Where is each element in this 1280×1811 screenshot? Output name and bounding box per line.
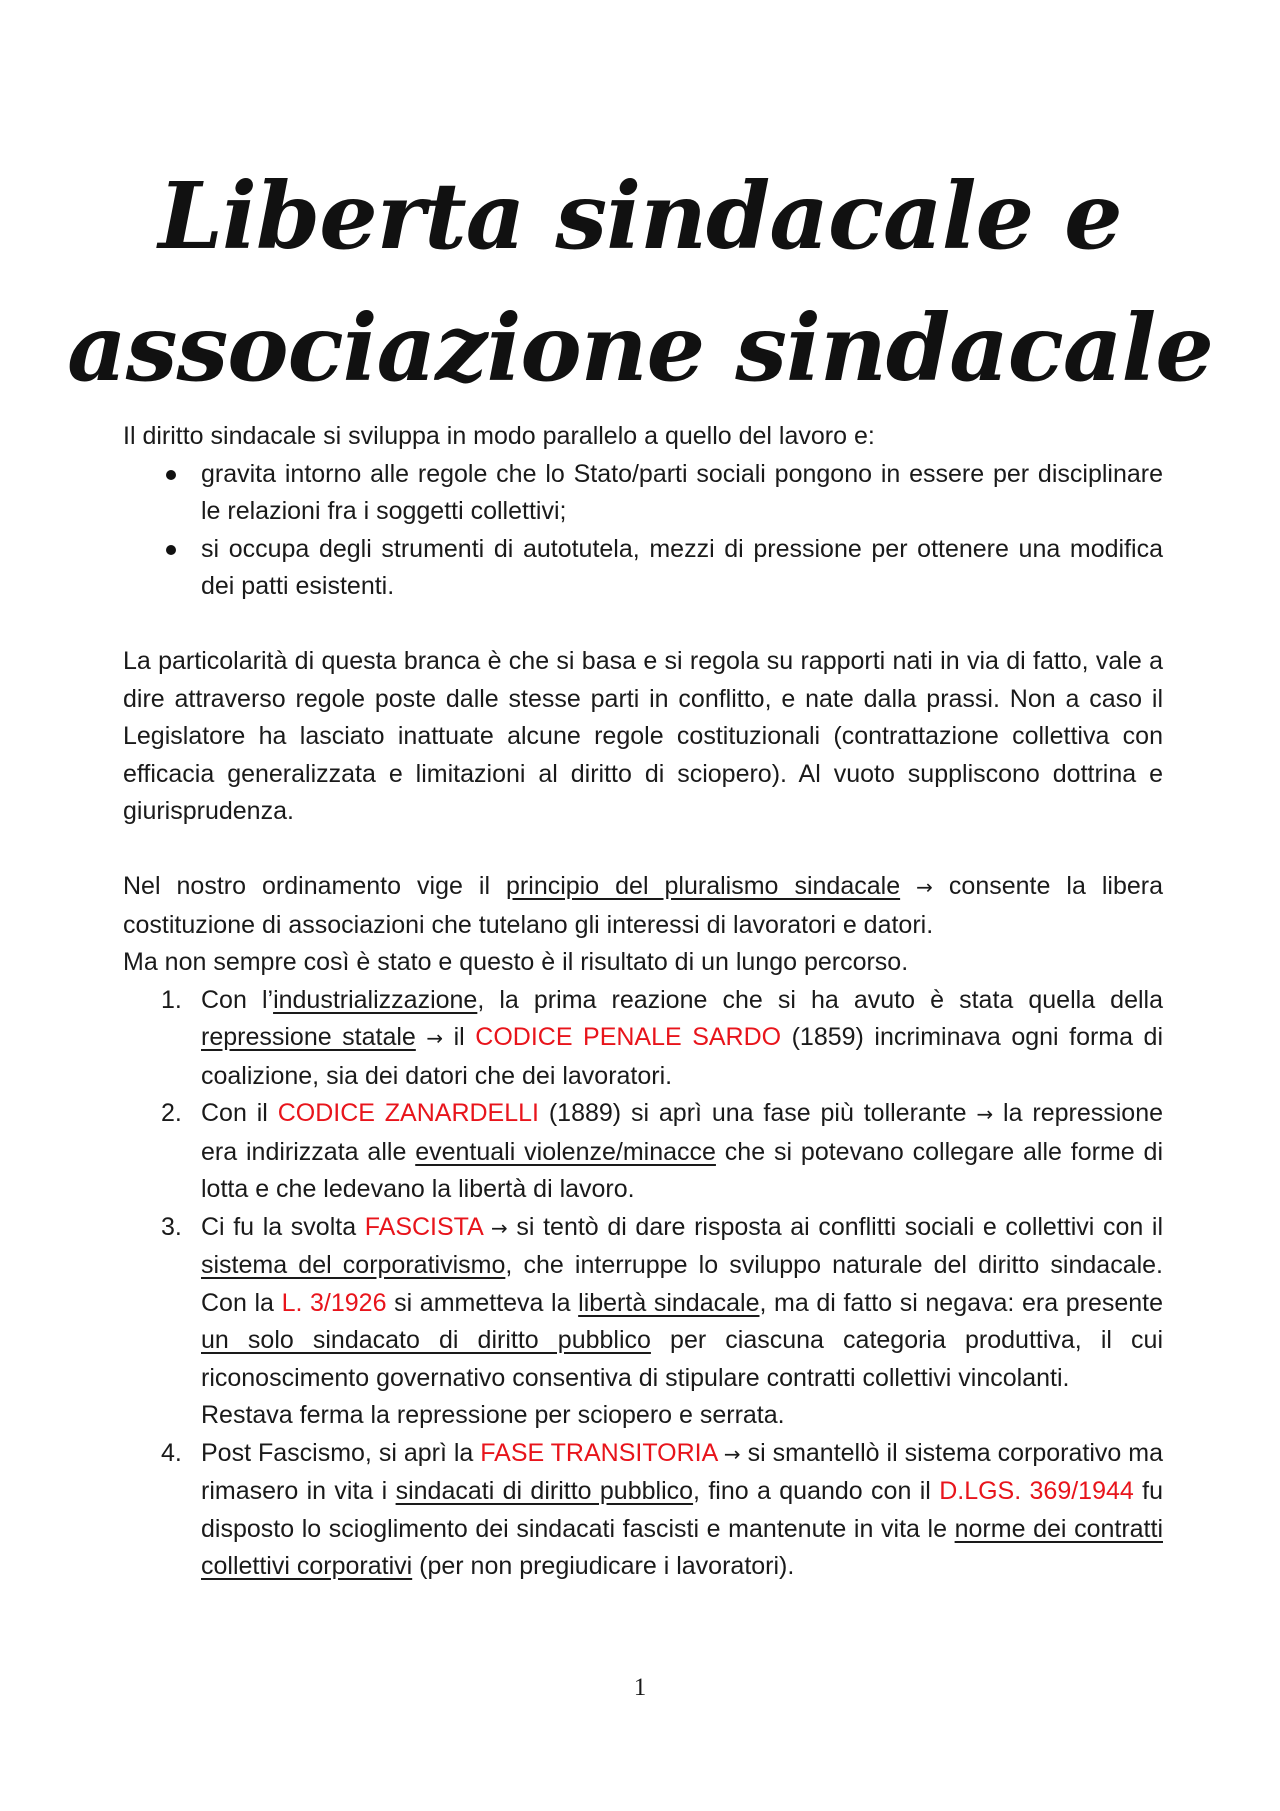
arrow-icon: → [916,875,933,899]
title-line-1: Liberta sindacale e [158,162,1122,270]
underlined-term: sistema del corporativismo [201,1251,506,1279]
highlighted-term: L. 3/1926 [281,1288,387,1317]
item-number: 3. [161,1212,182,1241]
text-span: Nel nostro ordinamento vige il [123,872,507,900]
underlined-term: eventuali violenze/minacce [415,1137,716,1166]
history-list [123,982,1163,1586]
highlighted-term: FASE TRANSITORIA [480,1438,717,1467]
document-body [123,418,1163,1586]
text-span: , che interruppe lo sviluppo naturale del diritto sindacale. Con la [201,1251,1163,1317]
underlined-term: norme dei contratti collettivi corporativi [201,1514,1163,1580]
text-span: Post Fascismo, si aprì la [201,1438,481,1467]
arrow-icon: → [491,1215,508,1240]
text-span: Ci fu la svolta [201,1212,365,1241]
spacer [123,606,1163,644]
page-title [0,150,1280,414]
underlined-term: industrializzazione [273,985,478,1014]
arrow-icon: → [723,1441,741,1466]
text-span: che si potevano collegare alle forme di lotta e che ledevano la libertà di lavoro. [201,1137,1164,1203]
text-span: la repressione era indirizzata alle [201,1099,1164,1166]
text-span: si smantellò il sistema corporativo ma rimasero in vita i [201,1438,1163,1505]
spacer [123,831,1163,869]
history-item-3 [123,1209,1163,1435]
history-item-4 [123,1435,1163,1586]
text-span: per ciascuna categoria produttiva, il cui riconoscimento governativo consentiva di stipulare contratti collettivi vincolanti. [201,1326,1164,1392]
text-span: il [443,1023,476,1051]
pluralism-principle: principio del pluralismo sindacale [506,872,901,900]
history-intro: Ma non sempre così è stato e questo è il risultato di un lungo percorso. [123,948,909,976]
pluralism-paragraph [123,868,1163,944]
text-span: (1889) si aprì una fase più tollerante [539,1099,977,1127]
item-number: 4. [161,1438,182,1467]
history-item-2 [123,1095,1163,1209]
arrow-icon: → [976,1102,994,1126]
title-line-2: associazione sindacale [67,294,1213,402]
history-item-1 [123,982,1163,1096]
item-note: Restava ferma la repressione per sciopero e serrata. [201,1401,785,1429]
text-span: Con l’ [201,985,274,1014]
highlighted-term: FASCISTA [364,1212,483,1241]
text-span: consente la libera costituzione di associazioni che tutelano gli interessi di lavoratori e datori. [123,872,1164,939]
text-span: si tentò di dare risposta ai conflitti sociali e collettivi con il [507,1212,1164,1241]
text-span: (1859) incriminava ogni forma di coalizione, sia dei datori che dei lavoratori. [201,1023,1164,1090]
item-number: 1. [161,985,182,1014]
text-span: , ma di fatto si negava: era presente [759,1288,1164,1317]
text-span: , la prima reazione che si ha avuto è stata quella della [477,985,1163,1014]
bullet-item: gravita intorno alle regole che lo Stato/parti sociali pongono in essere per disciplinare le relazioni fra i soggetti collettivi; [123,456,1163,531]
text-span: si ammetteva la [386,1288,579,1317]
underlined-term: repressione statale [201,1023,416,1051]
text-span: fu disposto lo scioglimento dei sindacati fascisti e mantenute in vita le [201,1477,1164,1543]
highlighted-term: D.LGS. 369/1944 [939,1477,1134,1505]
bullet-list [123,456,1163,606]
page-number: 1 [633,1674,647,1701]
underlined-term: un solo sindacato di diritto pubblico [201,1326,651,1354]
highlighted-term: CODICE PENALE SARDO [475,1023,782,1051]
particularity-paragraph: La particolarità di questa branca è che si basa e si regola su rapporti nati in via di fatto, vale a dire attraverso regole poste dalle stesse parti in conflitto, e nate dalla prassi. Non a caso il Legislatore ha lasciato inattuate alcune regole costituzionali (contrattazione collettiva con efficacia generalizzata e limitazioni al diritto di sciopero). Al vuoto suppliscono dottrina e giurisprudenza. [123,647,1163,825]
text-span: , fino a quando con il [693,1477,940,1505]
arrow-icon: → [426,1026,444,1050]
intro-paragraph: Il diritto sindacale si sviluppa in modo parallelo a quello del lavoro e: [123,422,875,450]
text-span: (per non pregiudicare i lavoratori). [412,1552,795,1580]
underlined-term: sindacati di diritto pubblico [395,1477,694,1505]
bullet-item: si occupa degli strumenti di autotutela, mezzi di pressione per ottenere una modifica dei patti esistenti. [123,531,1163,606]
item-number: 2. [161,1099,182,1127]
text-span: Con il [201,1099,278,1127]
highlighted-term: CODICE ZANARDELLI [277,1099,539,1127]
underlined-term: libertà sindacale [578,1288,760,1317]
